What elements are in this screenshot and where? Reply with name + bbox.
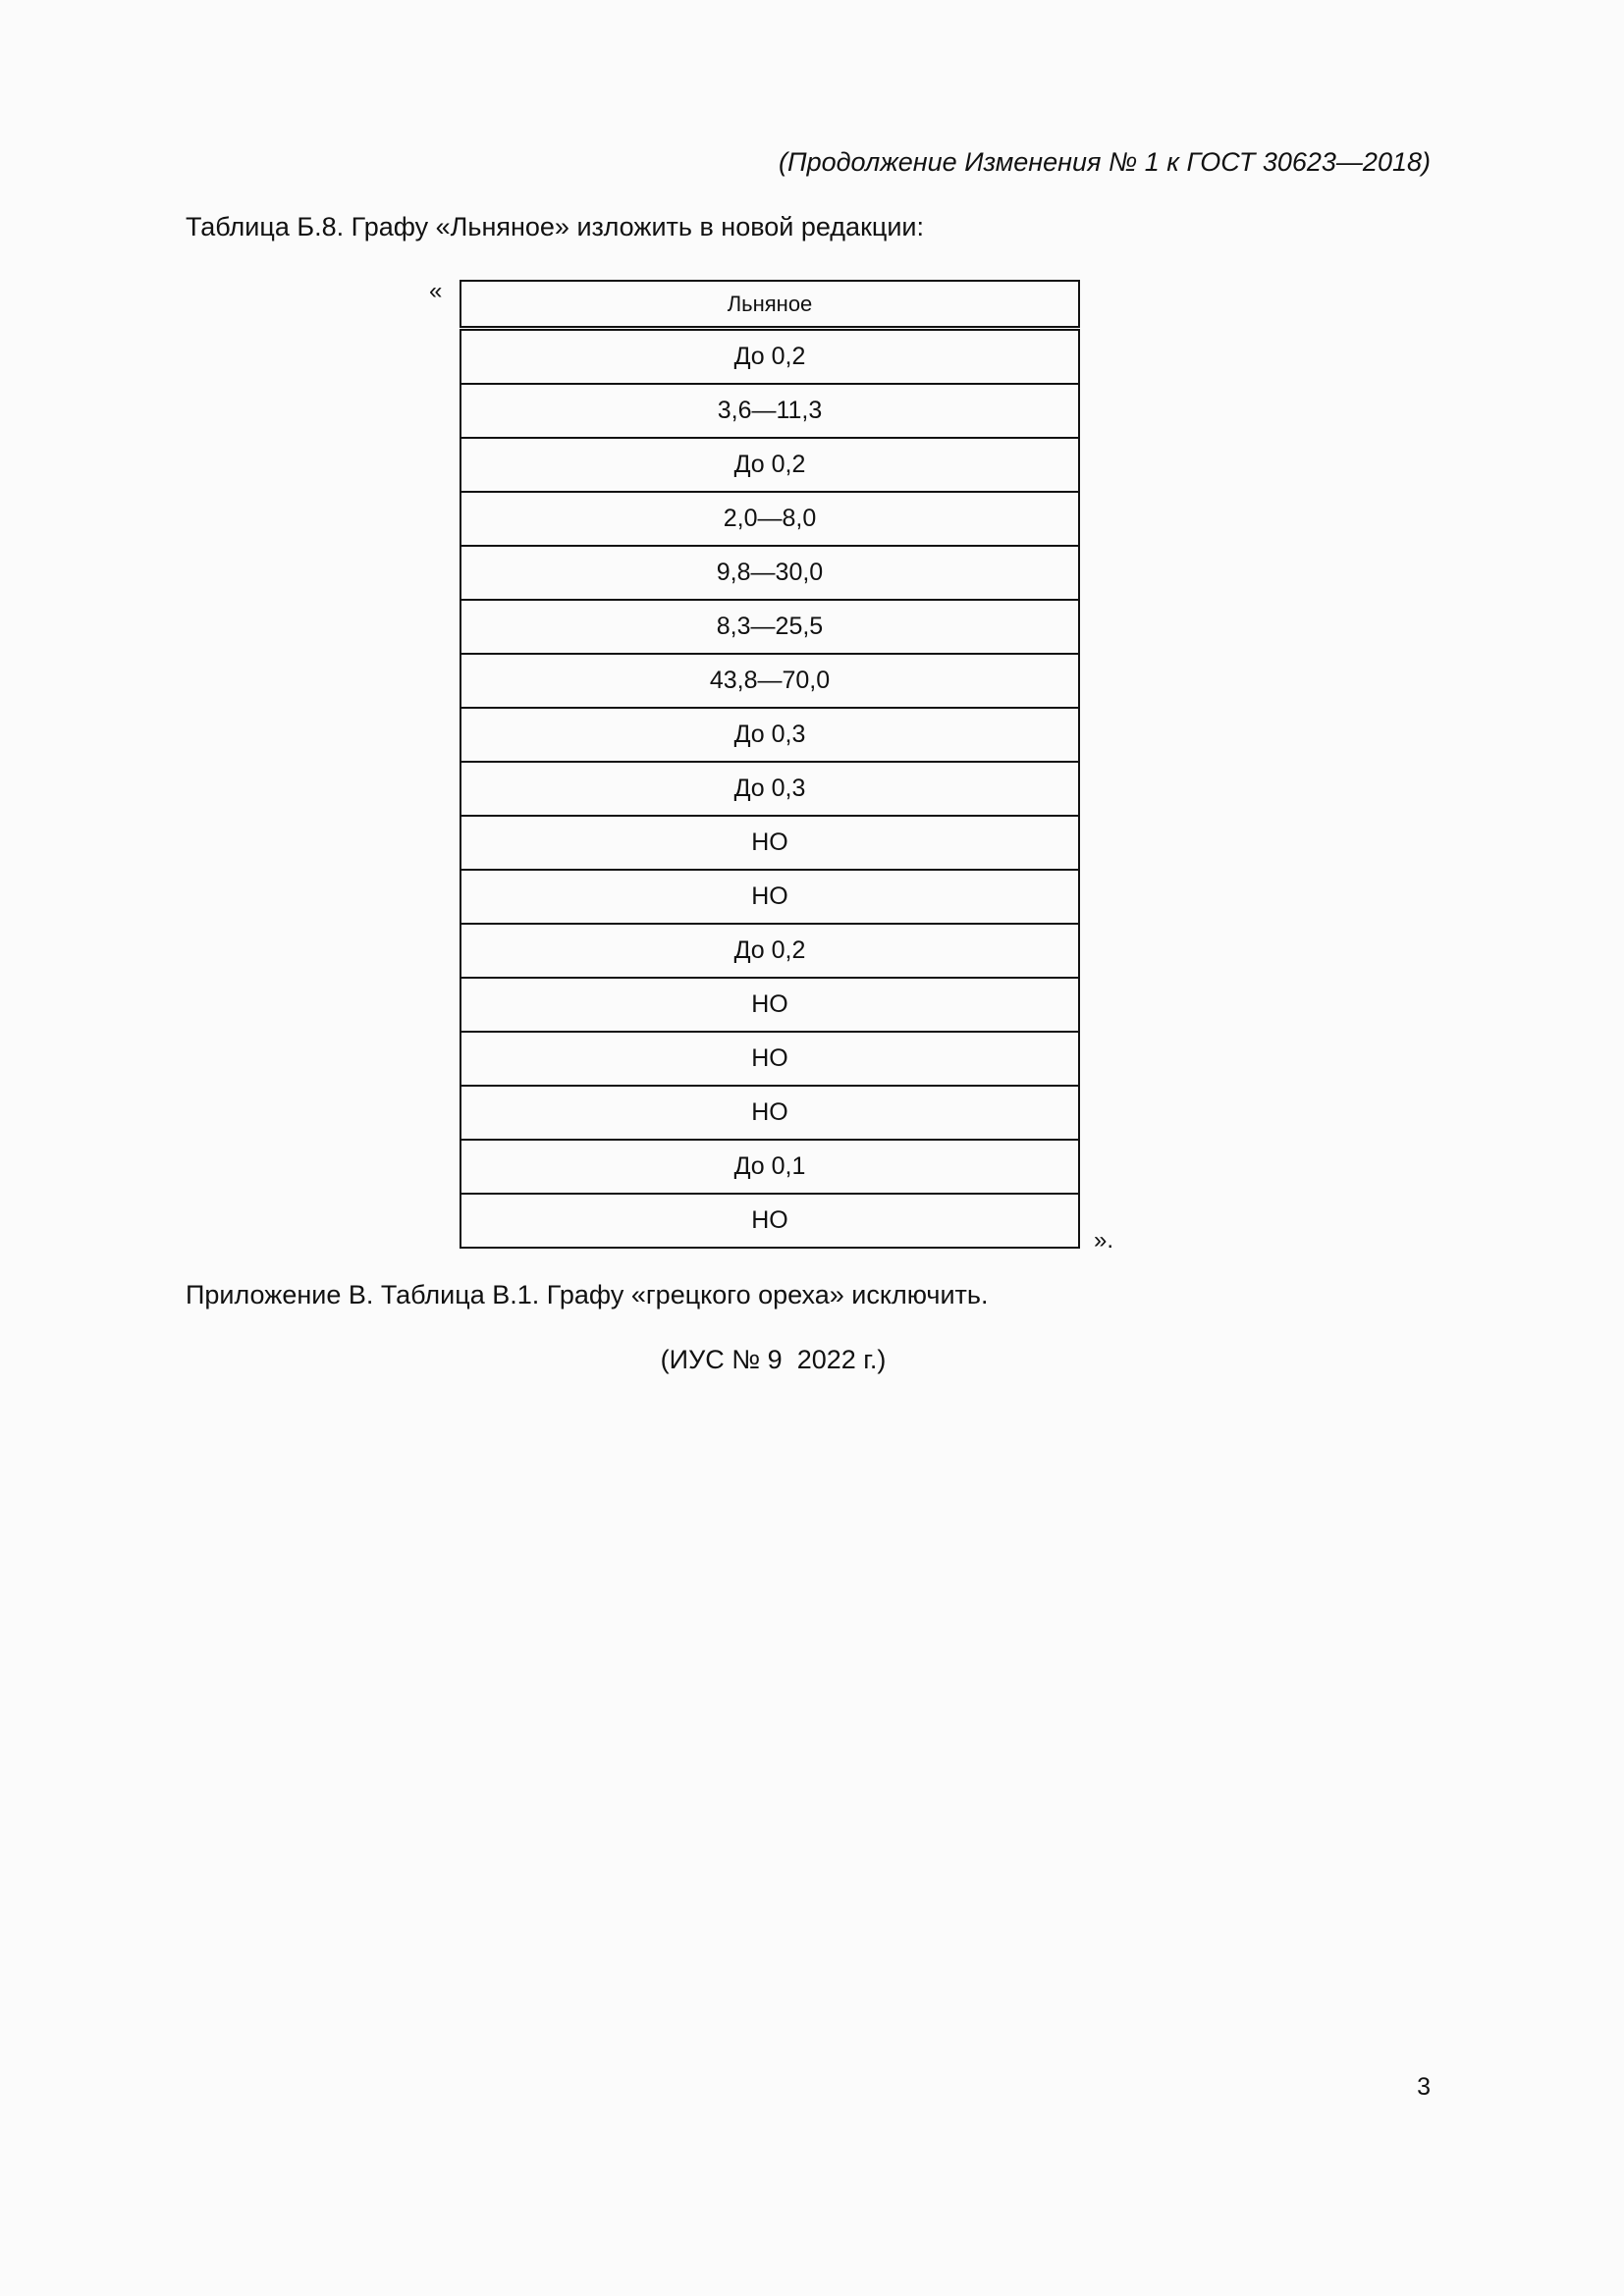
table-row bbox=[460, 1086, 1079, 1140]
column-header: Льняное bbox=[460, 281, 1079, 329]
table-cell: 3,6—11,3 bbox=[460, 384, 1079, 438]
table-row bbox=[460, 600, 1079, 654]
closing-quote: ». bbox=[1094, 1227, 1114, 1254]
flax-table bbox=[460, 280, 1080, 1249]
table-row bbox=[460, 924, 1079, 978]
table-row bbox=[460, 384, 1079, 438]
table-row bbox=[460, 1032, 1079, 1086]
table-row bbox=[460, 816, 1079, 870]
table-row bbox=[460, 1194, 1079, 1248]
appendix-paragraph: Приложение В. Таблица В.1. Графу «грецкого ореха» исключить. bbox=[186, 1280, 989, 1309]
table-cell: До 0,1 bbox=[460, 1140, 1079, 1194]
table-cell: НО bbox=[460, 978, 1079, 1032]
table-row bbox=[460, 978, 1079, 1032]
table-row bbox=[460, 762, 1079, 816]
ius-reference: (ИУС № 9 2022 г.) bbox=[660, 1345, 887, 1374]
intro-paragraph: Таблица Б.8. Графу «Льняное» изложить в новой редакции: bbox=[186, 212, 925, 241]
table-cell: НО bbox=[460, 1032, 1079, 1086]
table-header-row bbox=[460, 281, 1079, 329]
table-cell: До 0,3 bbox=[460, 708, 1079, 762]
table-cell: НО bbox=[460, 1194, 1079, 1248]
page-number: 3 bbox=[1417, 2073, 1431, 2101]
table-cell: До 0,2 bbox=[460, 329, 1079, 385]
table-cell: 2,0—8,0 bbox=[460, 492, 1079, 546]
table-cell: НО bbox=[460, 816, 1079, 870]
table-cell: До 0,2 bbox=[460, 924, 1079, 978]
opening-quote: « bbox=[429, 278, 443, 304]
table-cell: 9,8—30,0 bbox=[460, 546, 1079, 600]
table-body bbox=[460, 329, 1079, 1249]
table-row bbox=[460, 1140, 1079, 1194]
table-row bbox=[460, 654, 1079, 708]
table-row bbox=[460, 708, 1079, 762]
table-cell: До 0,2 bbox=[460, 438, 1079, 492]
table-cell: НО bbox=[460, 870, 1079, 924]
table-row bbox=[460, 870, 1079, 924]
table-cell: НО bbox=[460, 1086, 1079, 1140]
table-row bbox=[460, 492, 1079, 546]
table-row bbox=[460, 438, 1079, 492]
table-cell: 43,8—70,0 bbox=[460, 654, 1079, 708]
table-row bbox=[460, 329, 1079, 385]
table-row bbox=[460, 546, 1079, 600]
table-cell: До 0,3 bbox=[460, 762, 1079, 816]
continuation-note: (Продолжение Изменения № 1 к ГОСТ 30623—2018) bbox=[779, 147, 1431, 177]
table-cell: 8,3—25,5 bbox=[460, 600, 1079, 654]
